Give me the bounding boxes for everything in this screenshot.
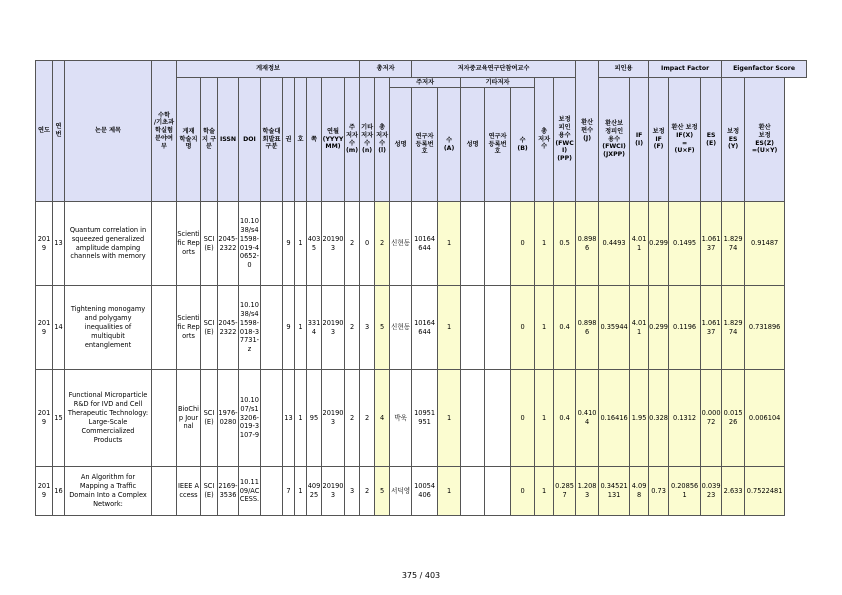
cell-if: 4.098 bbox=[630, 467, 649, 516]
col-title: 논문 제목 bbox=[65, 61, 152, 202]
cell-es: 1.06137 bbox=[701, 286, 722, 370]
cell-seq: 14 bbox=[53, 286, 65, 370]
col-page: 쪽 bbox=[307, 78, 322, 202]
cell-conv: 0.5 bbox=[554, 202, 576, 286]
group-publication: 게재정보 bbox=[177, 61, 360, 78]
cell-page: 40925 bbox=[307, 467, 322, 516]
cell-count-a: 1 bbox=[438, 286, 461, 370]
cell-fwci-conv: 0.35944 bbox=[599, 286, 630, 370]
col-name-other: 성명 bbox=[461, 88, 485, 202]
cell-total-authors: 5 bbox=[375, 286, 390, 370]
cell-resno-main: 10164644 bbox=[412, 286, 438, 370]
cell-fwci-conv: 0.34521131 bbox=[599, 467, 630, 516]
cell-no: 1 bbox=[295, 467, 307, 516]
cell-if-corr: 0.328 bbox=[649, 370, 669, 467]
cell-name-main: 박욱 bbox=[390, 370, 412, 467]
cell-if-conv: 0.1196 bbox=[669, 286, 701, 370]
cell-seq: 15 bbox=[53, 370, 65, 467]
cell-doi: 10.1038/s41598-018-37731-z bbox=[239, 286, 261, 370]
col-if-conv: 환산 보정 IF(X) = (U×F) bbox=[669, 78, 701, 202]
performance-table bbox=[35, 60, 807, 516]
col-award: 수학 /기초과 학실험 분야여 부 bbox=[152, 61, 177, 202]
group-eigenfactor: Eigenfactor Score bbox=[722, 61, 807, 78]
cell-main-authors: 2 bbox=[345, 370, 360, 467]
cell-title: An Algorithm for Mapping a Traffic Domain Into a Complex Network: bbox=[65, 467, 152, 516]
cell-name-other bbox=[461, 286, 485, 370]
cell-es: 0.00072 bbox=[701, 370, 722, 467]
cell-resno-other bbox=[485, 286, 511, 370]
cell-year: 2019 bbox=[36, 467, 53, 516]
cell-no: 1 bbox=[295, 202, 307, 286]
cell-page: 3314 bbox=[307, 286, 322, 370]
cell-journal: BioChip Journal bbox=[177, 370, 201, 467]
cell-other-authors: 2 bbox=[360, 370, 375, 467]
col-resno-other: 연구자 등록번 호 bbox=[485, 88, 511, 202]
col-if: IF (I) bbox=[630, 78, 649, 202]
cell-total-authors: 2 bbox=[375, 202, 390, 286]
cell-if-conv: 0.208561 bbox=[669, 467, 701, 516]
cell-yearmonth: 201903 bbox=[322, 286, 345, 370]
cell-vol: 13 bbox=[283, 370, 295, 467]
cell-total-authors: 5 bbox=[375, 467, 390, 516]
col-journal: 게재 학술지 명 bbox=[177, 78, 201, 202]
cell-main-authors: 2 bbox=[345, 202, 360, 286]
cell-fwci-conv: 0.4493 bbox=[599, 202, 630, 286]
cell-other-authors: 3 bbox=[360, 286, 375, 370]
cell-es-conv: 0.7522481 bbox=[745, 467, 785, 516]
cell-name-other bbox=[461, 202, 485, 286]
group-faculty: 저자중교육연구단참여교수 bbox=[412, 61, 576, 78]
cell-count-a: 1 bbox=[438, 202, 461, 286]
cell-if: 4.011 bbox=[630, 202, 649, 286]
col-no: 호 bbox=[295, 78, 307, 202]
cell-award bbox=[152, 467, 177, 516]
cell-vol: 9 bbox=[283, 286, 295, 370]
cell-total-faculty: 1 bbox=[535, 286, 554, 370]
cell-fwci: 0.4104 bbox=[576, 370, 599, 467]
cell-award bbox=[152, 286, 177, 370]
cell-award bbox=[152, 202, 177, 286]
table-row bbox=[36, 370, 807, 467]
cell-count-b: 0 bbox=[511, 467, 535, 516]
table-row bbox=[36, 467, 807, 516]
group-authors: 총저자 bbox=[360, 61, 412, 78]
col-other-authors: 기타 저자 수 (n) bbox=[360, 78, 375, 202]
table-row bbox=[36, 202, 807, 286]
col-doi: DOI bbox=[239, 78, 261, 202]
col-count-a: 수 (A) bbox=[438, 88, 461, 202]
col-name-main: 성명 bbox=[390, 88, 412, 202]
cell-if-conv: 0.1312 bbox=[669, 370, 701, 467]
cell-name-main: 신현동 bbox=[390, 202, 412, 286]
cell-page: 95 bbox=[307, 370, 322, 467]
col-issn: ISSN bbox=[218, 78, 239, 202]
cell-journal-class: SCI(E) bbox=[201, 286, 218, 370]
cell-conv: 0.2857 bbox=[554, 467, 576, 516]
cell-title: Tightening monogamy and polygamy inequalities of multiqubit entanglement bbox=[65, 286, 152, 370]
cell-title: Functional Microparticle R&D for IVD and Cell Therapeutic Technology: Large-Scale Commercialized Products bbox=[65, 370, 152, 467]
cell-total-faculty: 1 bbox=[535, 467, 554, 516]
cell-if: 1.95 bbox=[630, 370, 649, 467]
cell-es-conv: 0.731896 bbox=[745, 286, 785, 370]
cell-name-other bbox=[461, 370, 485, 467]
col-seq: 연번 bbox=[53, 61, 65, 202]
cell-coop bbox=[261, 202, 283, 286]
cell-fwci: 0.8986 bbox=[576, 286, 599, 370]
cell-es-conv: 0.91487 bbox=[745, 202, 785, 286]
col-coop: 학술대 회발표 구분 bbox=[261, 78, 283, 202]
cell-issn: 2045-2322 bbox=[218, 202, 239, 286]
cell-if: 4.011 bbox=[630, 286, 649, 370]
col-fwci-conv: 환산보 정피인 용수 (FWCI) (JXPP) bbox=[599, 78, 630, 202]
cell-no: 1 bbox=[295, 286, 307, 370]
cell-coop bbox=[261, 467, 283, 516]
group-citation: 피인용 bbox=[599, 61, 649, 78]
cell-if-conv: 0.1495 bbox=[669, 202, 701, 286]
col-es-conv: 환산 보정 ES(Z) =(U×Y) bbox=[745, 78, 785, 202]
col-resno-main: 연구자 등록번 호 bbox=[412, 88, 438, 202]
cell-journal: Scientific Reports bbox=[177, 286, 201, 370]
cell-es-corr: 1.82974 bbox=[722, 286, 745, 370]
cell-es-corr: 0.01526 bbox=[722, 370, 745, 467]
cell-journal: Scientific Reports bbox=[177, 202, 201, 286]
cell-other-authors: 2 bbox=[360, 467, 375, 516]
cell-yearmonth: 201903 bbox=[322, 202, 345, 286]
cell-count-a: 1 bbox=[438, 467, 461, 516]
cell-other-authors: 0 bbox=[360, 202, 375, 286]
cell-doi: 10.1007/s13206-019-3107-9 bbox=[239, 370, 261, 467]
cell-es: 0.03923 bbox=[701, 467, 722, 516]
cell-resno-other bbox=[485, 202, 511, 286]
col-main-authors: 주 저자 수 (m) bbox=[345, 78, 360, 202]
cell-title: Quantum correlation in squeezed generalized amplitude damping channels with memory bbox=[65, 202, 152, 286]
cell-resno-main: 10164644 bbox=[412, 202, 438, 286]
col-es-corr: 보정 ES (Y) bbox=[722, 78, 745, 202]
cell-yearmonth: 201903 bbox=[322, 370, 345, 467]
cell-vol: 7 bbox=[283, 467, 295, 516]
cell-resno-other bbox=[485, 467, 511, 516]
col-count-b: 수 (B) bbox=[511, 88, 535, 202]
cell-total-faculty: 1 bbox=[535, 202, 554, 286]
cell-resno-other bbox=[485, 370, 511, 467]
group-main-faculty: 주저자 bbox=[390, 78, 461, 88]
cell-conv: 0.4 bbox=[554, 370, 576, 467]
cell-journal: IEEE Access bbox=[177, 467, 201, 516]
col-if-corr: 보정 IF (F) bbox=[649, 78, 669, 202]
group-other-faculty: 기타저자 bbox=[461, 78, 535, 88]
col-es: ES (E) bbox=[701, 78, 722, 202]
cell-count-b: 0 bbox=[511, 286, 535, 370]
page-number: 375 / 403 bbox=[401, 571, 441, 580]
cell-count-a: 1 bbox=[438, 370, 461, 467]
cell-es-conv: 0.006104 bbox=[745, 370, 785, 467]
cell-year: 2019 bbox=[36, 286, 53, 370]
cell-seq: 16 bbox=[53, 467, 65, 516]
cell-journal-class: SCI(E) bbox=[201, 202, 218, 286]
col-journal-class: 학술 지 구 분 bbox=[201, 78, 218, 202]
cell-es-corr: 2.633 bbox=[722, 467, 745, 516]
cell-name-main: 신현동 bbox=[390, 286, 412, 370]
cell-issn: 2045-2322 bbox=[218, 286, 239, 370]
cell-if-corr: 0.73 bbox=[649, 467, 669, 516]
cell-doi: 10.1038/s41598-019-40652-0 bbox=[239, 202, 261, 286]
col-vol: 권 bbox=[283, 78, 295, 202]
col-yearmonth: 연월 (YYYY MM) bbox=[322, 78, 345, 202]
cell-resno-main: 10054406 bbox=[412, 467, 438, 516]
cell-fwci: 1.2083 bbox=[576, 467, 599, 516]
cell-journal-class: SCI(E) bbox=[201, 467, 218, 516]
cell-conv: 0.4 bbox=[554, 286, 576, 370]
cell-main-authors: 3 bbox=[345, 467, 360, 516]
cell-resno-main: 10951951 bbox=[412, 370, 438, 467]
col-conv: 환산 편수 (J) bbox=[576, 61, 599, 202]
cell-no: 1 bbox=[295, 370, 307, 467]
cell-main-authors: 2 bbox=[345, 286, 360, 370]
cell-name-other bbox=[461, 467, 485, 516]
cell-year: 2019 bbox=[36, 202, 53, 286]
cell-if-corr: 0.299 bbox=[649, 202, 669, 286]
cell-vol: 9 bbox=[283, 202, 295, 286]
cell-yearmonth: 201903 bbox=[322, 467, 345, 516]
col-year: 연도 bbox=[36, 61, 53, 202]
col-total-faculty: 총 저자 수 bbox=[535, 78, 554, 202]
cell-award bbox=[152, 370, 177, 467]
cell-issn: 2169-3536 bbox=[218, 467, 239, 516]
cell-journal-class: SCI(E) bbox=[201, 370, 218, 467]
cell-name-main: 서덕영 bbox=[390, 467, 412, 516]
cell-year: 2019 bbox=[36, 370, 53, 467]
cell-fwci-conv: 0.16416 bbox=[599, 370, 630, 467]
cell-count-b: 0 bbox=[511, 370, 535, 467]
cell-issn: 1976-0280 bbox=[218, 370, 239, 467]
col-total-authors: 총 저자 수 (l) bbox=[375, 78, 390, 202]
cell-coop bbox=[261, 286, 283, 370]
cell-total-faculty: 1 bbox=[535, 370, 554, 467]
cell-es-corr: 1.82974 bbox=[722, 202, 745, 286]
cell-es: 1.06137 bbox=[701, 202, 722, 286]
cell-doi: 10.1109/ACCESS. bbox=[239, 467, 261, 516]
col-fwci: 보정 피인 용수 (FWC I) (PP) bbox=[554, 78, 576, 202]
table-row bbox=[36, 286, 807, 370]
cell-total-authors: 4 bbox=[375, 370, 390, 467]
cell-count-b: 0 bbox=[511, 202, 535, 286]
group-impact-factor: Impact Factor bbox=[649, 61, 722, 78]
cell-if-corr: 0.299 bbox=[649, 286, 669, 370]
cell-page: 4035 bbox=[307, 202, 322, 286]
cell-coop bbox=[261, 370, 283, 467]
cell-fwci: 0.8986 bbox=[576, 202, 599, 286]
cell-seq: 13 bbox=[53, 202, 65, 286]
